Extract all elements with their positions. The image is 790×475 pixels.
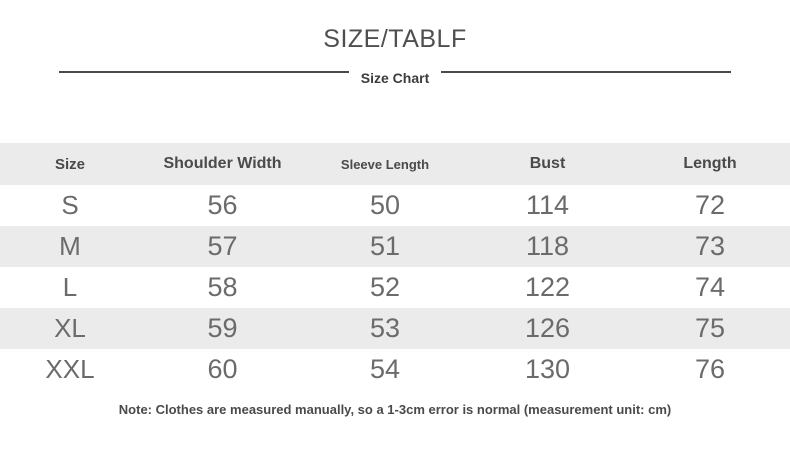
cell-sleeve-length: 50 [369,190,401,220]
cell-sleeve-length: 51 [369,231,401,261]
cell-shoulder-width: 59 [207,313,238,343]
cell-bust: 126 [524,313,571,343]
page-subtitle: Size Chart [360,70,430,86]
cell-bust: 130 [524,354,571,384]
cell-length: 74 [694,272,726,302]
cell-sleeve-length: 52 [369,272,401,302]
cell-shoulder-width: 58 [207,272,238,302]
page-title: SIZE/TABLF [323,25,467,53]
divider-left [59,71,349,73]
cell-shoulder-width: 60 [207,354,238,384]
size-table [0,143,790,390]
table-header-row [0,143,790,185]
cell-bust: 122 [524,272,571,302]
cell-bust: 114 [525,190,570,220]
divider-right [441,71,731,73]
cell-length: 75 [694,313,726,343]
column-header-sleeve-length: Sleeve Length [340,156,430,172]
table-row [0,308,790,349]
cell-length: 73 [694,231,726,261]
cell-sleeve-length: 53 [369,313,401,343]
column-header-length: Length [683,155,737,172]
cell-bust: 118 [525,231,570,261]
column-header-size: Size [54,155,85,173]
table-row [0,349,790,390]
measurement-note: Note: Clothes are measured manually, so a 1-3cm error is normal (measurement unit: cm) [118,402,672,417]
title-block [0,24,790,54]
cell-size: S [61,190,79,220]
cell-size: M [59,231,81,261]
cell-size: L [62,272,78,302]
subtitle-rule-row [0,62,790,86]
column-header-shoulder-width: Shoulder Width [163,155,282,172]
table-row [0,226,790,267]
cell-length: 72 [694,190,726,220]
column-header-bust: Bust [529,155,566,172]
cell-sleeve-length: 54 [369,354,401,384]
cell-shoulder-width: 56 [207,190,238,220]
table-row [0,185,790,226]
cell-size: XL [54,313,86,343]
table-row [0,267,790,308]
cell-length: 76 [694,354,726,384]
cell-shoulder-width: 57 [207,231,238,261]
cell-size: XXL [45,354,95,384]
